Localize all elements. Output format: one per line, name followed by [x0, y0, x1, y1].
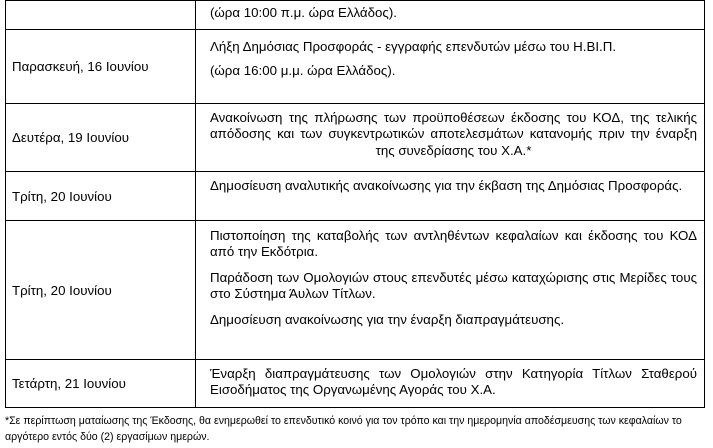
description-cell	[196, 1, 705, 30]
timetable	[5, 0, 705, 408]
description-text: Λήξη Δημόσιας Προσφοράς - εγγραφής επενδυτών μέσω του Η.ΒΙ.Π.	[210, 39, 617, 54]
date-cell: Τρίτη, 20 Ιουνίου	[6, 221, 196, 360]
date-cell	[6, 1, 196, 30]
date-cell: Δευτέρα, 19 Ιουνίου	[6, 104, 196, 172]
description-text: Ανακοίνωση της πλήρωσης των προϋποθέσεων έκδοσης του ΚΟΔ, της τελικής απόδοσης και των συγκεντρωτικών αποτελεσμάτων κατανομής πριν την έναρξη της συνεδρίασης του Χ.Α.*	[210, 110, 697, 158]
description-text: Παράδοση των Ομολογιών στους επενδυτές μέσω καταχώρισης στις Μερίδες τους στο Σύστημα Άυλων Τίτλων.	[210, 269, 697, 302]
description-text: Δημοσίευση αναλυτικής ανακοίνωσης για την έκβαση της Δημόσιας Προσφοράς.	[210, 178, 683, 193]
table-row	[6, 104, 705, 172]
date-cell: Τρίτη, 20 Ιουνίου	[6, 172, 196, 221]
date-cell: Τετάρτη, 21 Ιουνίου	[6, 360, 196, 408]
description-cell	[196, 172, 705, 221]
description-text: (ώρα 16:00 μ.μ. ώρα Ελλάδος).	[210, 63, 396, 79]
table-row	[6, 30, 705, 104]
description-cell	[196, 221, 705, 360]
table-row	[6, 172, 705, 221]
description-cell	[196, 30, 705, 104]
footnote: *Σε περίπτωση ματαίωσης της Έκδοσης, θα ενημερωθεί το επενδυτικό κοινό για τον τρόπο και την ημερομηνία αποδέσμευσης των κεφαλαίων το αργότερο εντός δύο (2) εργασίμων ημερών.	[5, 415, 682, 443]
description-text: Δημοσίευση ανακοίνωσης για την έναρξη διαπραγμάτευσης.	[210, 311, 565, 327]
description-cell	[196, 360, 705, 408]
table-row	[6, 221, 705, 360]
description-text: Πιστοποίηση της καταβολής των αντληθέντων κεφαλαίων και έκδοσης του ΚΟΔ από την Εκδότρια.	[210, 228, 697, 260]
date-cell: Παρασκευή, 16 Ιουνίου	[6, 30, 196, 104]
table-row	[6, 1, 705, 30]
table-row	[6, 360, 705, 408]
description-text: Έναρξη διαπραγμάτευσης των Ομολογιών στην Κατηγορία Τίτλων Σταθερού Εισοδήματος της Οργανωμένης Αγοράς του Χ.Α.	[210, 366, 697, 398]
description-text: (ώρα 10:00 π.μ. ώρα Ελλάδος).	[210, 5, 397, 20]
description-cell	[196, 104, 705, 172]
